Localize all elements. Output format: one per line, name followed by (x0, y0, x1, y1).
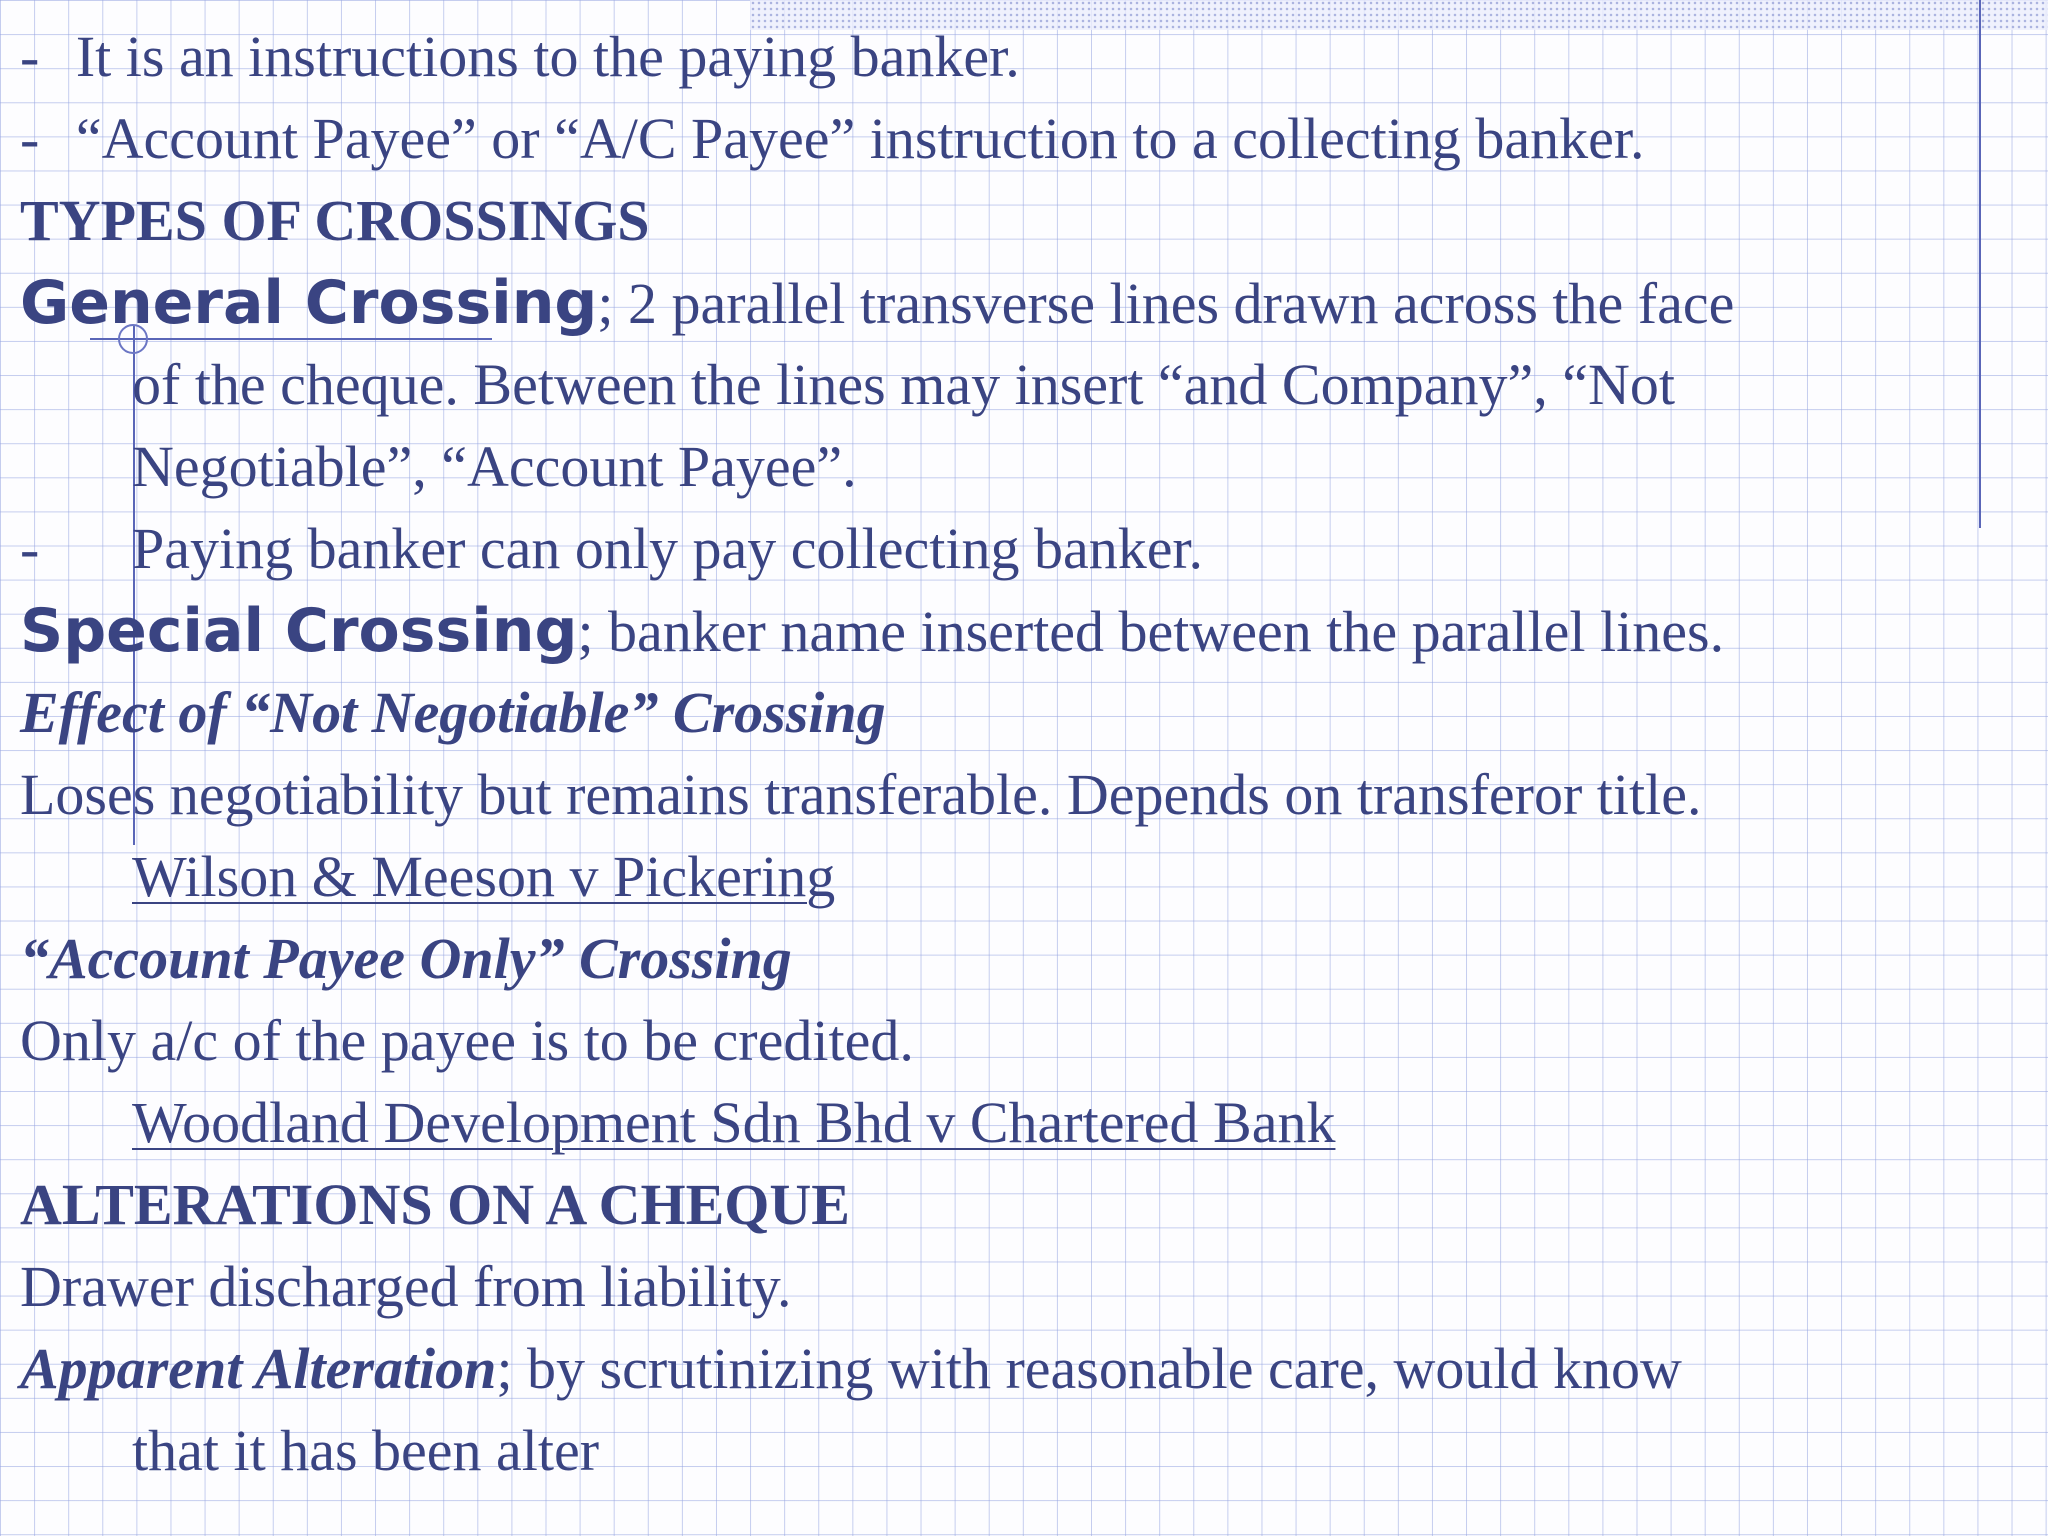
bullet-line-account-payee (20, 98, 1645, 180)
bullet-line-instruction-paying-banker (20, 16, 1020, 98)
subheading-account-payee-only: “Account Payee Only” Crossing (20, 926, 792, 991)
general-crossing-continuation-2: Negotiable”, “Account Payee”. (132, 434, 857, 499)
bullet-line-paying-banker (20, 508, 1203, 590)
general-crossing-line (20, 262, 1734, 345)
bullet-dash: - (20, 516, 40, 581)
case-name: Wilson & Meeson v Pickering (132, 844, 836, 909)
term-general-crossing: General Crossing (20, 268, 598, 338)
line-text: Paying banker can only pay collecting banker. (132, 516, 1204, 581)
heading-types-of-crossings: TYPES OF CROSSINGS (20, 188, 650, 253)
term-apparent-alteration: Apparent Alteration (20, 1336, 497, 1401)
line-text: ; banker name inserted between the parallel lines. (577, 599, 1725, 664)
special-crossing-line (20, 590, 1724, 673)
line-text: It is an instructions to the paying banker. (75, 24, 1020, 89)
general-crossing-continuation-1: of the cheque. Between the lines may insert “and Company”, “Not (132, 352, 1675, 417)
not-negotiable-text: Loses negotiability but remains transferable. Depends on transferor title. (20, 762, 1702, 827)
case-woodland-development (132, 1082, 1335, 1164)
subheading-not-negotiable: Effect of “Not Negotiable” Crossing (20, 680, 886, 745)
line-text: ; 2 parallel transverse lines drawn across the face (597, 271, 1735, 336)
heading-alterations: ALTERATIONS ON A CHEQUE (20, 1172, 850, 1237)
bullet-dash: - (20, 106, 40, 171)
account-payee-text: Only a/c of the payee is to be credited. (20, 1008, 914, 1073)
bullet-dash: - (20, 24, 40, 89)
apparent-alteration-line (20, 1328, 1682, 1410)
line-text: “Account Payee” or “A/C Payee” instruction to a collecting banker. (75, 106, 1645, 171)
right-margin-line (1979, 0, 1981, 528)
line-text: ; by scrutinizing with reasonable care, would know (496, 1336, 1682, 1401)
case-name: Woodland Development Sdn Bhd v Chartered Bank (132, 1090, 1336, 1155)
apparent-alteration-continuation: that it has been alter (132, 1418, 600, 1483)
drawer-discharged-text: Drawer discharged from liability. (20, 1254, 792, 1319)
term-special-crossing: Special Crossing (20, 596, 578, 666)
case-wilson-meeson (132, 836, 835, 918)
